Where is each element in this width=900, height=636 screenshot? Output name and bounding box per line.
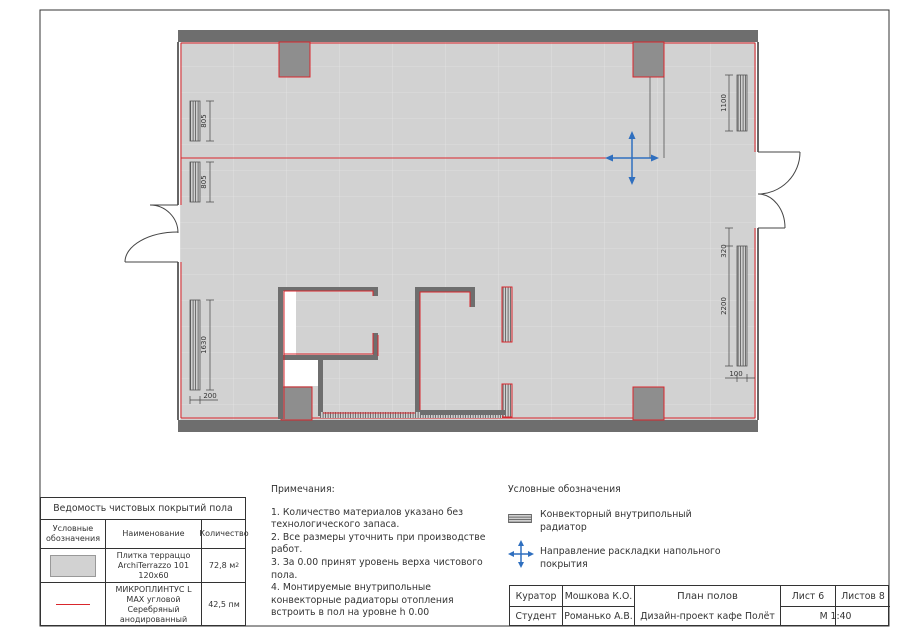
row-tile-name: Плитка терраццо ArchiTerrazzo 101 120х60 [116, 550, 191, 580]
tile-swatch [50, 555, 96, 577]
legend-radiator-text: Конвекторный внутрипольный радиатор [540, 509, 692, 533]
radiator-left-1 [190, 101, 200, 141]
radiator-icon [508, 514, 532, 524]
row-skirting-name: МИКРОПЛИНТУС L MAX угловой Серебряный анодированный [115, 584, 192, 624]
header-quantity: Количество [199, 529, 249, 538]
project-title: Дизайн-проект кафе Полёт [640, 611, 775, 622]
row-skirting-quantity: 42,5 пм [208, 599, 240, 609]
skirting-swatch [56, 604, 90, 605]
legend-block [508, 484, 738, 570]
floor-grid [180, 41, 756, 420]
drawing-title: План полов [677, 590, 738, 602]
sheet-count: Листов 8 [841, 590, 885, 602]
legend-direction-text: Направление раскладки напольного покрытия [540, 546, 721, 570]
dim-320: 320 [720, 244, 728, 258]
note-item: 3. За 0.00 принят уровень верха чистового пола. [271, 556, 483, 581]
cross-arrow-icon [508, 539, 534, 569]
title-block [509, 585, 889, 626]
column-top-left [279, 42, 310, 77]
column-bottom-right [633, 387, 664, 420]
legend-item-radiator [508, 511, 532, 524]
note-item: 1. Количество материалов указано без технологического запаса. [271, 506, 464, 531]
radiator-right-2 [737, 246, 747, 366]
scale: М 1:40 [819, 611, 852, 622]
wall-bottom [178, 420, 758, 432]
radiator-right-1 [737, 75, 747, 131]
radiator-left-2 [190, 162, 200, 202]
student-label: Студент [515, 611, 557, 622]
dim-805-mid: 805 [200, 175, 208, 189]
column-bottom-left [281, 387, 312, 420]
floor-finish-table [40, 497, 249, 626]
sheet-number: Лист 6 [791, 590, 825, 602]
column-top-right [633, 42, 664, 77]
legend-item-direction [508, 539, 534, 569]
dim-805-top: 805 [200, 114, 208, 128]
curator-label: Куратор [515, 590, 557, 602]
dim-100: 100 [729, 370, 743, 378]
floor-table-title: Ведомость чистовых покрытий пола [41, 498, 245, 520]
door-right [758, 152, 800, 228]
student-name: Романько А.В. [564, 611, 633, 622]
door-left [125, 205, 178, 262]
radiator-left-3 [190, 300, 200, 390]
note-item: 2. Все размеры уточнить при производстве работ. [271, 531, 486, 556]
skirting-swatch-cell [41, 583, 105, 626]
curator-name: Мошкова К.О. [564, 590, 633, 602]
note-item: 4. Монтируемые внутрипольные конвекторные радиаторы отопления встроить в пол на уровне h 0.00 [271, 582, 454, 619]
row-tile-quantity-sup: 2 [235, 561, 240, 569]
row-tile-quantity [202, 549, 246, 582]
row-tile-quantity-value: 72,8 м [208, 560, 236, 570]
header-name: Наименование [122, 529, 185, 538]
dim-1100: 1100 [720, 94, 728, 112]
wall-top [178, 30, 758, 42]
legend-title: Условные обозначения [508, 484, 621, 495]
notes-block [271, 484, 496, 620]
dim-1630: 1630 [200, 336, 208, 354]
header-symbol: Условные обозначения [46, 524, 100, 543]
dim-2200: 2200 [720, 297, 728, 315]
tile-swatch-cell [41, 549, 105, 582]
dim-200: 200 [203, 392, 217, 400]
notes-title: Примечания: [271, 484, 335, 495]
